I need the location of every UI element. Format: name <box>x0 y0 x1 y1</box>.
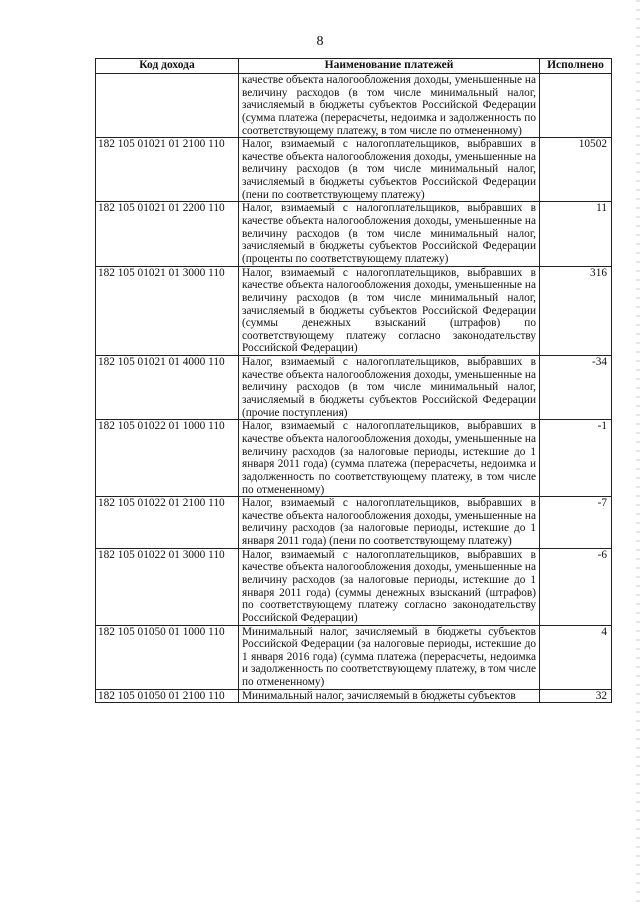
revenue-table-container <box>95 58 612 703</box>
income-code: 182 105 01050 01 2100 110 <box>96 689 239 703</box>
executed-amount: 316 <box>540 266 612 355</box>
header-code: Код дохода <box>96 59 239 74</box>
payment-name: Минимальный налог, зачисляемый в бюджеты субъектов <box>239 689 540 703</box>
table-row <box>96 548 612 625</box>
header-name: Наименование платежей <box>239 59 540 74</box>
table-row <box>96 625 612 689</box>
income-code: 182 105 01050 01 1000 110 <box>96 625 239 689</box>
page-number: 8 <box>316 34 324 49</box>
payment-name: Налог, взимаемый с налогоплательщиков, выбравших в качестве объекта налогообложения доходы, уменьшенные на величину расходов (за налоговые периоды, истекшие до 1 января 2011 года) (пени по соответствующему платежу) <box>239 497 540 549</box>
table-row <box>96 356 612 420</box>
header-done: Исполнено <box>540 59 612 74</box>
income-code: 182 105 01022 01 2100 110 <box>96 497 239 549</box>
scan-edge-artifact <box>636 0 640 905</box>
payment-name: Налог, взимаемый с налогоплательщиков, выбравших в качестве объекта налогообложения доходы, уменьшенные на величину расходов (в том числе минимальный налог, зачисляемый в бюджеты субъектов Российской Федерации (прочие поступления) <box>239 356 540 420</box>
table-header-row <box>96 59 612 74</box>
income-code: 182 105 01021 01 2100 110 <box>96 138 239 202</box>
executed-amount: 4 <box>540 625 612 689</box>
executed-amount: -7 <box>540 497 612 549</box>
executed-amount: 11 <box>540 202 612 266</box>
table-row <box>96 266 612 355</box>
executed-amount: 32 <box>540 689 612 703</box>
income-code <box>96 74 239 138</box>
executed-amount: -1 <box>540 420 612 497</box>
executed-amount: -6 <box>540 548 612 625</box>
payment-name: Налог, взимаемый с налогоплательщиков, выбравших в качестве объекта налогообложения доходы, уменьшенные на величину расходов (в том числе минимальный налог, зачисляемый в бюджеты субъектов Российской Федерации (суммы денежных взысканий (штрафов) по соответствующему платежу согласно законодательству Российской Федерации) <box>239 266 540 355</box>
table-row <box>96 497 612 549</box>
income-code: 182 105 01022 01 1000 110 <box>96 420 239 497</box>
income-code: 182 105 01022 01 3000 110 <box>96 548 239 625</box>
payment-name: качестве объекта налогообложения доходы, уменьшенные на величину расходов (в том числе минимальный налог, зачисляемый в бюджеты субъектов Российской Федерации (сумма платежа (перерасчеты, недоимка и задолженность по соответствующему платежу, в том числе по отмененному) <box>239 74 540 138</box>
executed-amount: -34 <box>540 356 612 420</box>
executed-amount <box>540 74 612 138</box>
payment-name: Налог, взимаемый с налогоплательщиков, выбравших в качестве объекта налогообложения доходы, уменьшенные на величину расходов (за налоговые периоды, истекшие до 1 января 2011 года) (суммы денежных взысканий (штрафов) по соответствующему платежу согласно законодательству Российской Федерации) <box>239 548 540 625</box>
revenue-table <box>95 58 612 703</box>
payment-name: Минимальный налог, зачисляемый в бюджеты субъектов Российской Федерации (за налоговые периоды, истекшие до 1 января 2016 года) (сумма платежа (перерасчеты, недоимка и задолженность по соответствующему платежу, в том числе по отмененному) <box>239 625 540 689</box>
income-code: 182 105 01021 01 3000 110 <box>96 266 239 355</box>
payment-name: Налог, взимаемый с налогоплательщиков, выбравших в качестве объекта налогообложения доходы, уменьшенные на величину расходов (за налоговые периоды, истекшие до 1 января 2011 года) (сумма платежа (перерасчеты, недоимка и задолженность по соответствующему платежу, в том числе по отмененному) <box>239 420 540 497</box>
table-row <box>96 689 612 703</box>
table-row <box>96 138 612 202</box>
payment-name: Налог, взимаемый с налогоплательщиков, выбравших в качестве объекта налогообложения доходы, уменьшенные на величину расходов (в том числе минимальный налог, зачисляемый в бюджеты субъектов Российской Федерации (проценты по соответствующему платежу) <box>239 202 540 266</box>
income-code: 182 105 01021 01 2200 110 <box>96 202 239 266</box>
payment-name: Налог, взимаемый с налогоплательщиков, выбравших в качестве объекта налогообложения доходы, уменьшенные на величину расходов (в том числе минимальный налог, зачисляемый в бюджеты субъектов Российской Федерации (пени по соответствующему платежу) <box>239 138 540 202</box>
income-code: 182 105 01021 01 4000 110 <box>96 356 239 420</box>
table-row <box>96 420 612 497</box>
executed-amount: 10502 <box>540 138 612 202</box>
table-row <box>96 202 612 266</box>
table-row <box>96 74 612 138</box>
